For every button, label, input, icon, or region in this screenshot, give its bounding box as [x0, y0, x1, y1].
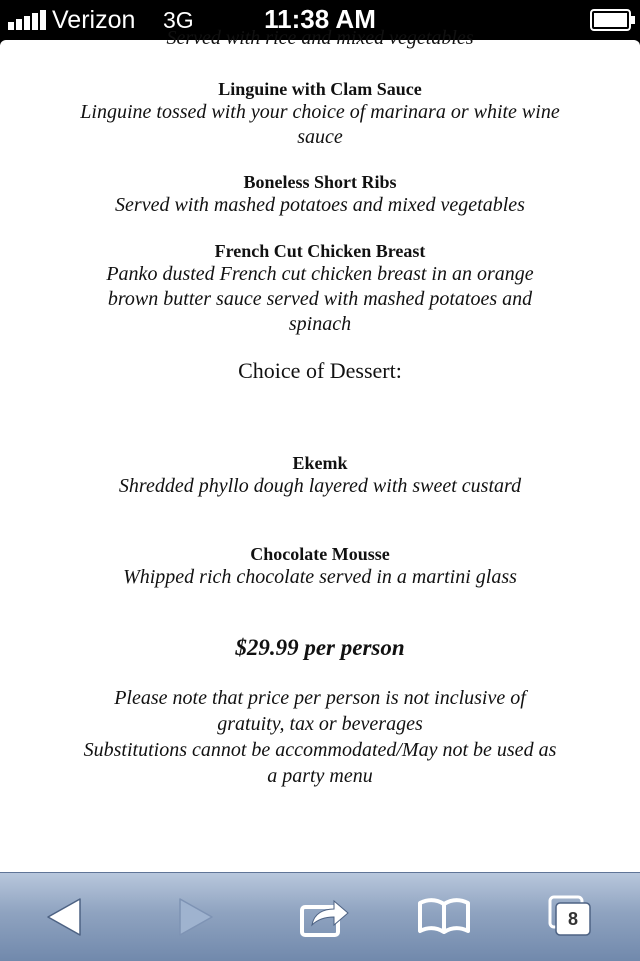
network-type: 3G	[163, 7, 194, 33]
menu-item-description: Linguine tossed with your choice of marinara or white wine sauce	[80, 101, 560, 148]
bookmarks-icon	[414, 891, 474, 943]
tab-count: 8	[567, 909, 578, 929]
substitution-note: Substitutions cannot be accommodated/May not be used as a party menu	[83, 739, 557, 787]
web-page-content[interactable]	[0, 27, 640, 872]
menu-item-chicken-breast	[80, 240, 560, 337]
dessert-heading: Choice of Dessert:	[238, 358, 402, 383]
carrier-name: Verizon	[52, 6, 136, 34]
menu-item-name: Chocolate Mousse	[250, 544, 390, 564]
status-time: 11:38 AM	[264, 4, 376, 34]
menu-item-description: Whipped rich chocolate served in a martini glass	[123, 566, 517, 588]
menu-price: $29.99 per person	[235, 635, 405, 660]
back-button[interactable]	[36, 891, 96, 943]
bookmarks-button[interactable]	[414, 891, 474, 943]
browser-toolbar	[0, 872, 640, 961]
forward-arrow-icon	[164, 891, 224, 943]
menu-item-chocolate-mousse	[80, 543, 560, 590]
menu-item-name: Linguine with Clam Sauce	[218, 79, 422, 99]
share-button[interactable]	[294, 891, 354, 943]
menu-item-short-ribs	[80, 171, 560, 218]
menu-item-description: Served with rice and mixed vegetables	[166, 27, 474, 49]
menu-item-linguine	[80, 78, 560, 150]
menu-item-description: Panko dusted French cut chicken breast in an orange brown butter sauce served with mashed potatoes and spinach	[106, 263, 534, 335]
menu-item-description: Served with mashed potatoes and mixed vegetables	[115, 194, 525, 216]
menu-item-name: French Cut Chicken Breast	[214, 241, 426, 261]
tabs-button[interactable]	[542, 891, 602, 943]
share-icon	[294, 891, 354, 943]
forward-button[interactable]	[164, 891, 224, 943]
menu-item-ekemk	[80, 452, 560, 499]
menu-item-name: Boneless Short Ribs	[243, 172, 397, 192]
price-note: Please note that price per person is not inclusive of gratuity, tax or beverages	[114, 687, 526, 735]
menu-item-name: Ekemk	[292, 453, 348, 473]
menu-item-description: Shredded phyllo dough layered with sweet custard	[118, 475, 522, 497]
back-arrow-icon	[36, 891, 96, 943]
